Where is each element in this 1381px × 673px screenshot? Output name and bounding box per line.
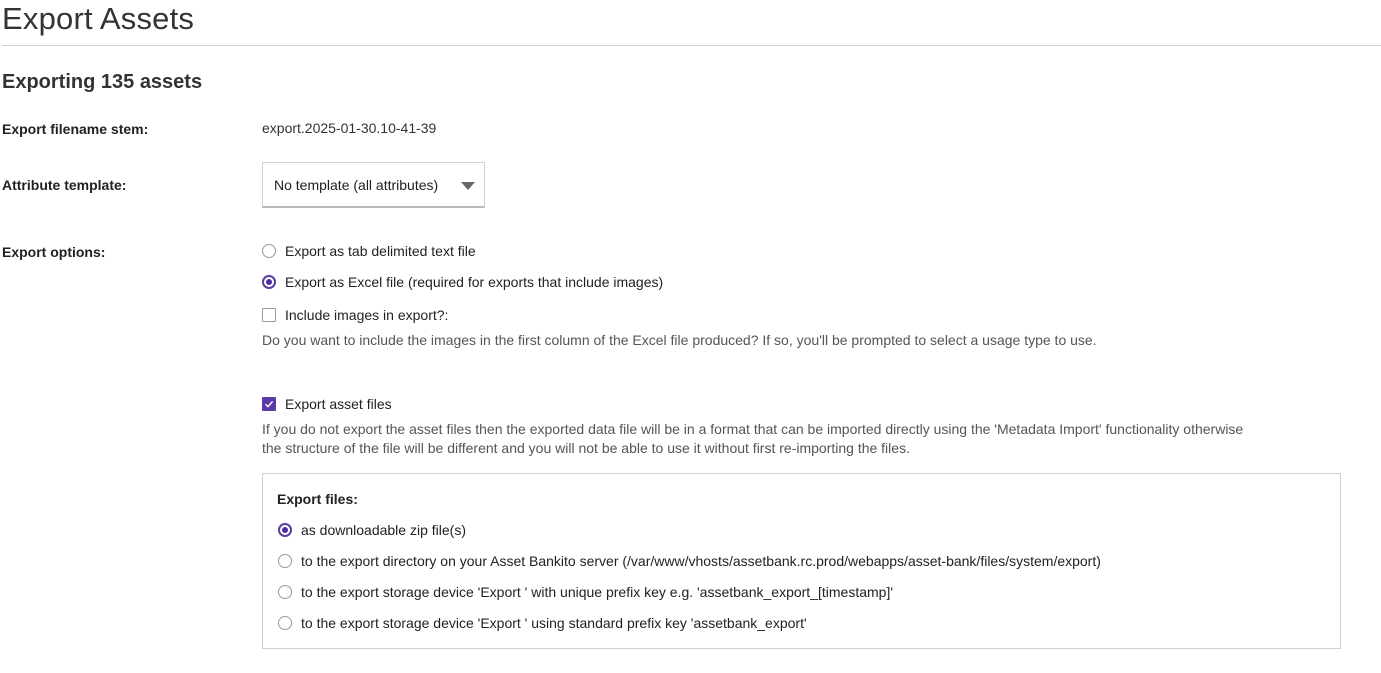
export-files-zip-option[interactable] xyxy=(278,520,466,540)
export-tab-delimited-option[interactable] xyxy=(262,241,476,261)
attribute-template-label: Attribute template: xyxy=(2,177,127,193)
asset-files-help-line1: If you do not export the asset files then the exported data file will be in a format that can be imported directly using the 'Metadata Import' functionality otherwise xyxy=(262,421,1244,437)
page-title: Export Assets xyxy=(2,1,195,36)
export-count-heading: Exporting 135 assets xyxy=(2,71,203,93)
export-files-storage-unique-option[interactable] xyxy=(278,582,893,602)
storage-standard-label: to the export storage device 'Export ' using standard prefix key 'assetbank_export' xyxy=(301,615,807,631)
storage-unique-radio[interactable] xyxy=(278,585,292,599)
export-files-directory-option[interactable] xyxy=(278,551,1101,571)
filename-stem-label: Export filename stem: xyxy=(2,121,149,137)
export-files-storage-standard-option[interactable] xyxy=(278,613,807,633)
include-images-option[interactable] xyxy=(262,305,448,325)
directory-label: to the export directory on your Asset Bankito server (/var/www/vhosts/assetbank.rc.prod/webapps/asset-bank/files/system/export) xyxy=(301,553,1101,569)
export-asset-files-option[interactable] xyxy=(262,394,392,414)
zip-label: as downloadable zip file(s) xyxy=(301,522,466,538)
export-files-label: Export files: xyxy=(277,491,358,507)
title-divider xyxy=(2,45,1381,46)
export-asset-files-checkbox[interactable] xyxy=(262,397,276,411)
include-images-help: Do you want to include the images in the first column of the Excel file produced? If so, you'll be prompted to select a usage type to use. xyxy=(262,332,1097,348)
include-images-label: Include images in export?: xyxy=(285,307,449,323)
tab-delimited-radio[interactable] xyxy=(262,244,276,258)
export-excel-option[interactable] xyxy=(262,272,663,292)
directory-radio[interactable] xyxy=(278,554,292,568)
filename-stem-value: export.2025-01-30.10-41-39 xyxy=(262,120,437,136)
export-options-label: Export options: xyxy=(2,244,106,260)
attribute-template-selected-value: No template (all attributes) xyxy=(274,177,439,193)
export-asset-files-label: Export asset files xyxy=(285,396,392,412)
tab-delimited-label: Export as tab delimited text file xyxy=(285,243,476,259)
excel-label: Export as Excel file (required for exports that include images) xyxy=(285,274,664,290)
chevron-down-icon xyxy=(461,182,475,190)
asset-files-help-line2: the structure of the file will be different and you will not be able to use it without first re-importing the files. xyxy=(262,440,910,456)
export-files-panel xyxy=(262,473,1341,649)
include-images-checkbox[interactable] xyxy=(262,308,276,322)
storage-standard-radio[interactable] xyxy=(278,616,292,630)
zip-radio[interactable] xyxy=(278,523,292,537)
check-icon xyxy=(264,399,274,409)
attribute-template-select[interactable] xyxy=(262,162,485,208)
excel-radio[interactable] xyxy=(262,275,276,289)
storage-unique-label: to the export storage device 'Export ' with unique prefix key e.g. 'assetbank_export_[timestamp]' xyxy=(301,584,894,600)
